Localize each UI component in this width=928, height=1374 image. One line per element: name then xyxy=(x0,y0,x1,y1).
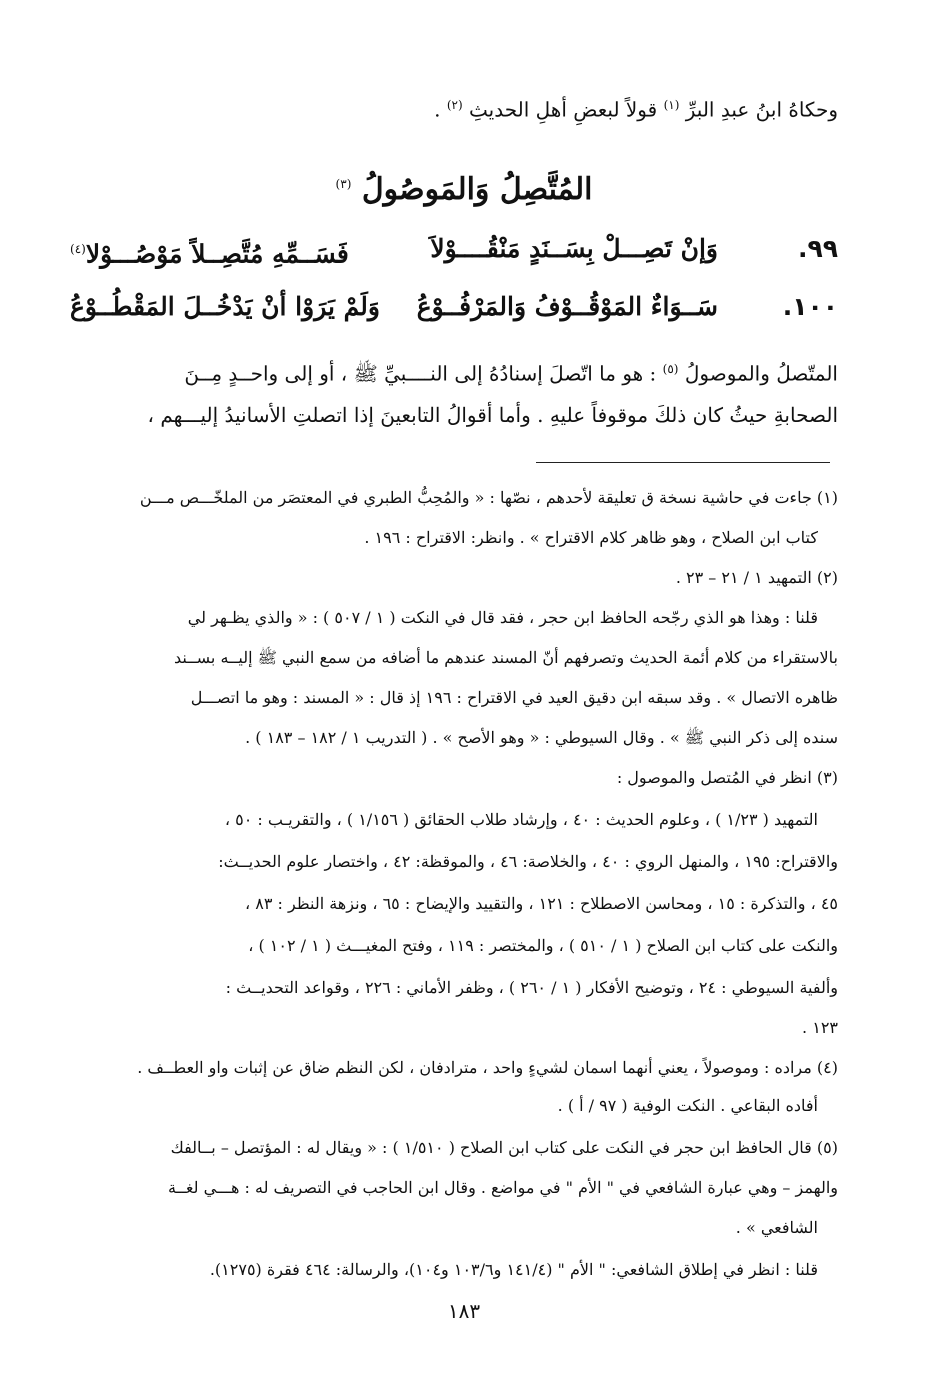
verse-second-half-wrap xyxy=(70,226,349,277)
footnote-line: أفاده البقاعي . النكت الوفية ( ٩٧ / أ ) . xyxy=(557,1096,818,1115)
section-title-text: المُتَّصِلُ وَالمَوصُولُ xyxy=(361,172,593,207)
footnote-line: قلنا : انظر في إطلاق الشافعي: " الأم " (١٤١/٤ و١٠٣/٦ و١٠٤)، والرسالة: ٤٦٤ فقرة (١٢٧٥). xyxy=(209,1260,818,1279)
body-line-1 xyxy=(70,352,838,391)
footnote-ref-4[interactable]: (٤) xyxy=(70,242,86,256)
body-text-rest: : هو ما اتّصلَ إسنادُهُ إلى النــــبيِّ ﷺ ، أو إلى واحــدٍ مِــنَ xyxy=(184,361,663,386)
footnote-line: (٤) مراده : وموصولاً ، يعني أنهما اسمان لشيءٍ واحد ، مترادفان ، لكن النظم ضاق عن إثبات واو العطــف . xyxy=(137,1058,838,1077)
body-line-2: الصحابةِ حيثُ كان ذلكَ موقوفاً عليهِ . وأما أقوالُ التابعينَ إذا اتصلتِ الأسانيدُ إليـــهم ، xyxy=(147,403,838,427)
verse-number: ١٠٠. xyxy=(782,292,838,321)
footnote-line: سنده إلى ذكر النبي ﷺ » . وقال السيوطي : « وهو الأصح » . ( التدريب ١ / ١٨٢ – ١٨٣ ) . xyxy=(245,728,838,747)
footnote-line: (٢) التمهيد ١ / ٢١ – ٢٣ . xyxy=(675,568,838,587)
footnote-line: كتاب ابن الصلاح ، وهو ظاهر كلام الاقتراح » . وانظر: الاقتراح : ١٩٦ . xyxy=(364,528,818,547)
verse-second-half: فَسَــمِّهِ مُتَّصِــلاً مَوْصُـــوْلا xyxy=(85,239,349,269)
intro-text-start: وحكاهُ ابنُ عبدِ البرِّ xyxy=(679,97,838,122)
verse-second-half: وَلَمْ يَرَوْا أنْ يَدْخُــلَ المَقْطُــوْعُ xyxy=(70,292,380,321)
intro-text-middle: قولاً لبعضِ أهلِ الحديثِ xyxy=(462,97,664,122)
body-text-start: المتّصلُ والموصولُ xyxy=(678,361,838,386)
footnote-line: (٣) انظر في المُتصل والموصول : xyxy=(616,768,838,787)
footnote-line: والاقتراح: ١٩٥ ، والمنهل الروي : ٤٠ ، والخلاصة: ٤٦ ، والموقظة: ٤٢ ، واختصار علوم الحديــث: xyxy=(218,852,838,871)
footnote-line: ٤٥ ، والتذكرة : ١٥ ، ومحاسن الاصطلاح : ١٢١ ، والتقييد والإيضاح : ٦٥ ، ونزهة النظر : ٨٣ ، xyxy=(245,894,838,913)
footnote-line: التمهيد ( ١/٢٣ ) ، وعلوم الحديث : ٤٠ ، وإرشاد طلاب الحقائق ( ١/١٥٦ ) ، والتقريـب : ٥٠ ، xyxy=(224,810,818,829)
footnote-separator xyxy=(536,462,830,463)
footnote-line: وألفية السيوطي : ٢٤ ، وتوضيح الأفكار ( ١ / ٢٦٠ ) ، وظفر الأماني : ٢٢٦ ، وقواعد التحديــث : xyxy=(225,978,838,997)
footnote-line: (١) جاءت في حاشية نسخة ق تعليقة لأحدهم ، نصّها : « والمُحِبُّ الطبري في المعتصَر من الملخّـــص مـــن xyxy=(139,488,838,507)
footnote-line: بالاستقراء من كلام أئمة الحديث وتصرفهم أنّ المسند عندهم ما أضافه من سمع النبي ﷺ إليــه بســند xyxy=(174,648,838,667)
section-title xyxy=(0,162,928,212)
footnote-line: ظاهره الاتصال » . وقد سبقه ابن دقيق العيد في الاقتراح : ١٩٦ إذ قال : « المسند : وهو ما اتصـــل xyxy=(190,688,838,707)
verse-100 xyxy=(70,284,838,330)
verse-first-half: وَإنْ تَصِـــلْ بِسَــنَدٍ مَنْقُــــوْلاَ xyxy=(430,234,718,263)
verse-first-half: سَــوَاءٌ المَوْقُــوْفُ وَالمَرْفُــوْعُ xyxy=(416,292,718,321)
footnote-ref-3[interactable]: (٣) xyxy=(335,177,352,191)
intro-text-end: . xyxy=(434,97,447,122)
footnote-line: (٥) قال الحافظ ابن حجر في النكت على كتاب ابن الصلاح ( ١/٥١٠ ) : « ويقال له : المؤتصل – بــالفك xyxy=(170,1138,838,1157)
footnote-ref-1[interactable]: (١) xyxy=(663,98,680,112)
footnote-ref-2[interactable]: (٢) xyxy=(446,98,463,112)
footnote-line: ١٢٣ . xyxy=(802,1018,838,1037)
footnote-ref-5[interactable]: (٥) xyxy=(662,362,679,376)
verse-number: ٩٩. xyxy=(797,234,838,263)
intro-line xyxy=(70,88,838,127)
footnote-line: والنكت على كتاب ابن الصلاح ( ١ / ٥١٠ ) ، والمختصر : ١١٩ ، وفتح المغيـــث ( ١ / ١٠٢ ) ، xyxy=(248,936,838,955)
footnote-line: قلنا : وهذا هو الذي رجّحه الحافظ ابن حجر ، فقد قال في النكت ( ١ / ٥٠٧ ) : « والذي يظـهر لي xyxy=(187,608,818,627)
footnote-line: الشافعي » . xyxy=(735,1218,818,1237)
verse-99 xyxy=(70,226,838,272)
page-number: ١٨٣ xyxy=(447,1299,481,1323)
footnote-line: والهمز – وهي عبارة الشافعي في " الأم " في مواضع . وقال ابن الحاجب في التصريف له : هـــي لغــة xyxy=(167,1178,838,1197)
